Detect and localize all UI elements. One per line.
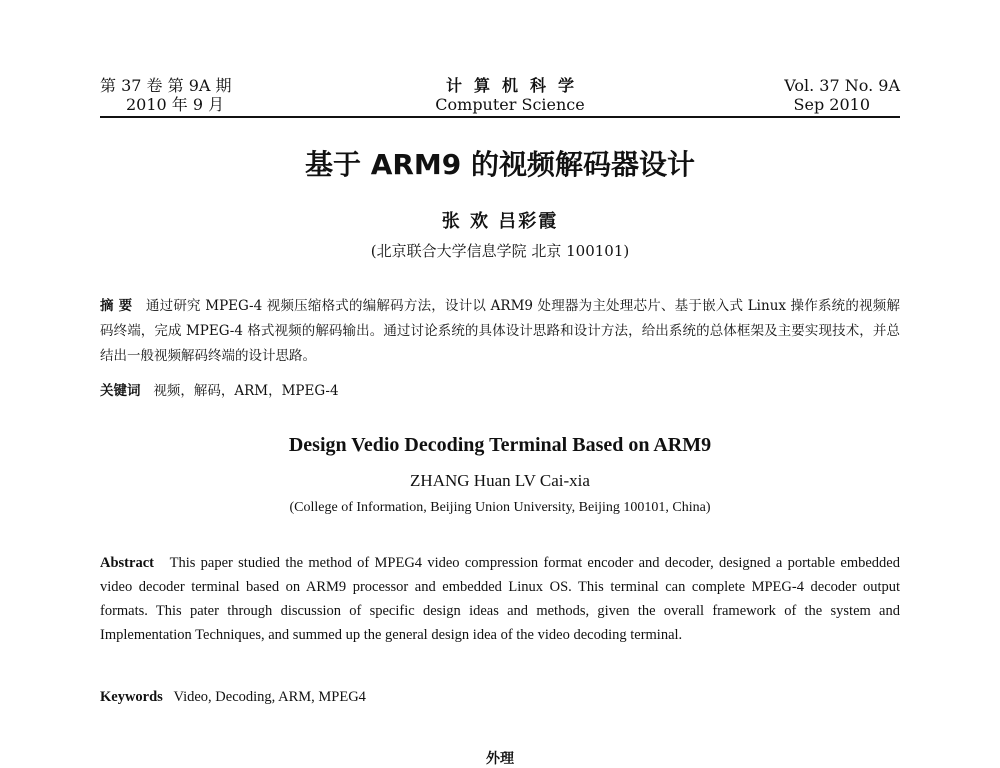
keywords-cn-text: 视频，解码，ARM，MPEG-4: [153, 383, 339, 399]
keywords-cn: [100, 381, 900, 401]
abstract-en-label: Abstract: [100, 555, 154, 571]
keywords-en-text: Video, Decoding, ARM, MPEG4: [173, 689, 366, 705]
header-rule: [100, 116, 900, 118]
abstract-cn: [100, 294, 900, 369]
abstract-cn-text: 通过研究 MPEG-4 视频压缩格式的编解码方法，设计以 ARM9 处理器为主处理芯片、基于嵌入式 Linux 操作系统的视频解码终端，完成 MPEG-4 格式视频的解码输出。通过讨论系统的具体设计思路和设计方法，给出系统的总体框架及主要实现技术，并总结出一般视频解码终端的设计思路。: [100, 298, 901, 364]
affiliation-en: (College of Information, Beijing Union University, Beijing 100101, China): [289, 500, 711, 515]
authors-cn: 张 欢 吕彩霞: [441, 211, 559, 232]
affiliation-cn: (北京联合大学信息学院 北京 100101): [370, 242, 630, 260]
keywords-en-label: Keywords: [100, 689, 163, 705]
keywords-en: [100, 689, 900, 706]
abstract-en-text: This paper studied the method of MPEG4 video compression format encoder and decoder, designed a portable embedded video decoder terminal based on ARM9 processor and embedded Linux OS. This terminal can complete MPEG-4 decoder output formats. This pater through discussion of specific design ideas and methods, given the overall framework of the system and Implementation Techniques, and summed up the general design idea of the video decoding terminal.: [100, 555, 900, 643]
issue-date-en: Sep 2010: [793, 95, 870, 114]
journal-name: [395, 76, 625, 114]
issue-date-cn: 2010 年 9 月: [126, 95, 225, 114]
journal-volume-info-en: [700, 76, 900, 114]
volume-issue: 第 37 卷 第 9A 期: [100, 76, 232, 95]
partial-section-heading: 外理: [486, 751, 514, 767]
journal-name-cn: 计算机科学: [445, 76, 586, 95]
keywords-cn-label: 关键词: [100, 383, 141, 399]
journal-volume-info: [100, 76, 232, 114]
authors-en: ZHANG Huan LV Cai-xia: [410, 471, 590, 490]
paper-title-en: Design Vedio Decoding Terminal Based on ARM9: [288, 434, 712, 456]
journal-name-en: Computer Science: [435, 95, 585, 114]
volume-issue-en: Vol. 37 No. 9A: [784, 76, 900, 95]
abstract-cn-label: 摘 要: [100, 298, 133, 314]
paper-title-cn: 基于 ARM9 的视频解码器设计: [304, 148, 696, 181]
abstract-en: [100, 551, 900, 647]
